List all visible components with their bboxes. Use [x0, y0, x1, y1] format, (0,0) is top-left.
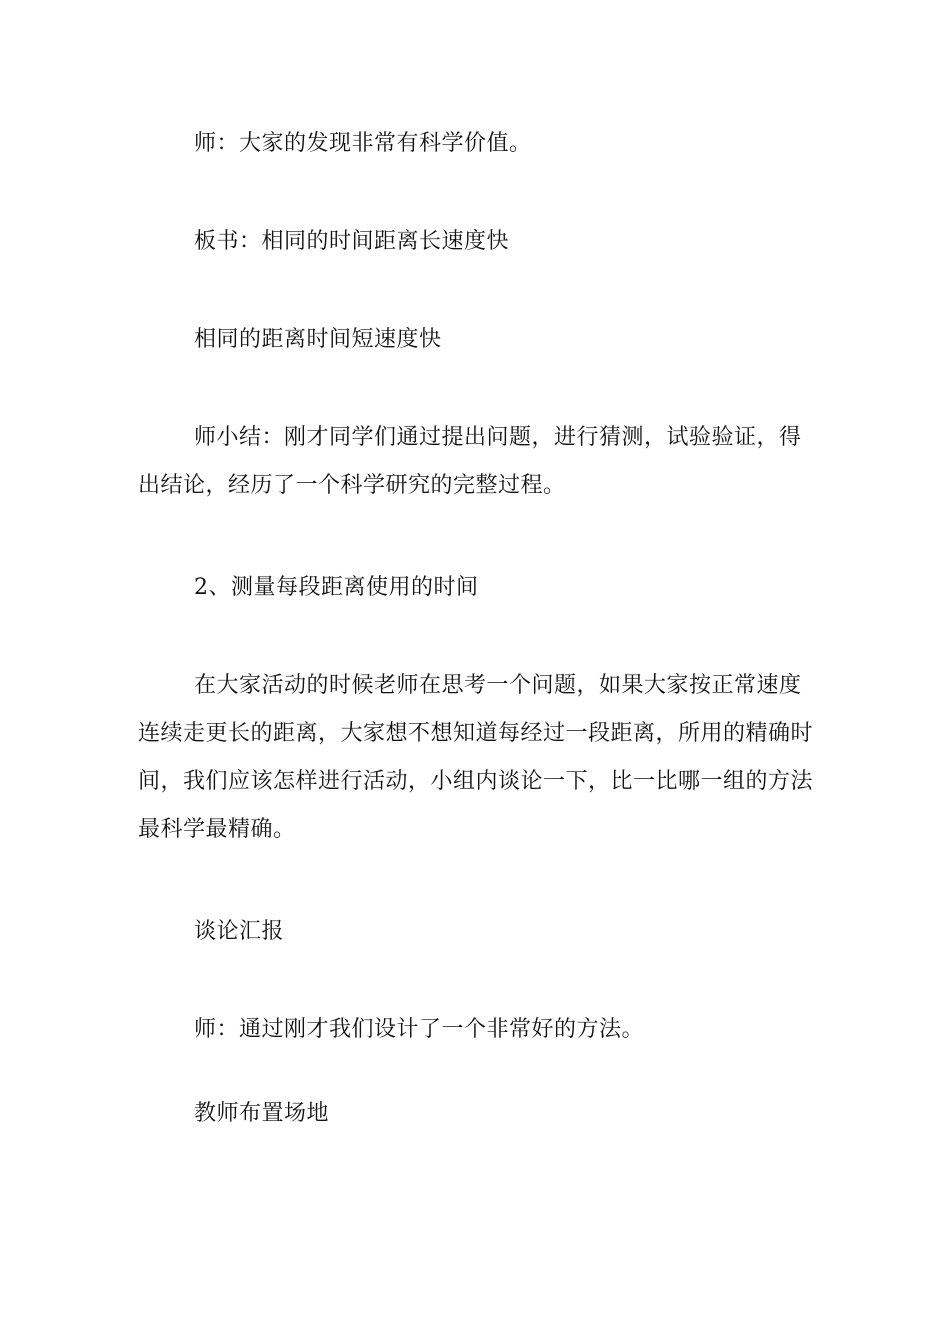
paragraph-teacher-summary: 师小结：刚才同学们通过提出问题，进行猜测，试验验证，得出结论，经历了一个科学研究的完整过程。: [138, 425, 802, 498]
paragraph-arrange-site: 教师布置场地: [194, 1101, 330, 1126]
paragraph-activity-question: 在大家活动的时候老师在思考一个问题，如果大家按正常速度连续走更长的距离，大家想不想知道每经过一段距离，所用的精确时间，我们应该怎样进行活动，小组内谈论一下，比一比哪一组的方法最科学最精确。: [138, 673, 814, 842]
paragraph-discussion-report: 谈论汇报: [194, 919, 285, 944]
paragraph-board-note-time: 板书：相同的时间距离长速度快: [194, 229, 510, 254]
paragraph-board-note-distance: 相同的距离时间短速度快: [194, 327, 442, 352]
section-heading-measure-time: 2、测量每段距离使用的时间: [194, 575, 479, 600]
paragraph-teacher-method: 师：通过刚才我们设计了一个非常好的方法。: [194, 1017, 645, 1042]
paragraph-teacher-comment: 师：大家的发现非常有科学价值。: [194, 131, 532, 156]
